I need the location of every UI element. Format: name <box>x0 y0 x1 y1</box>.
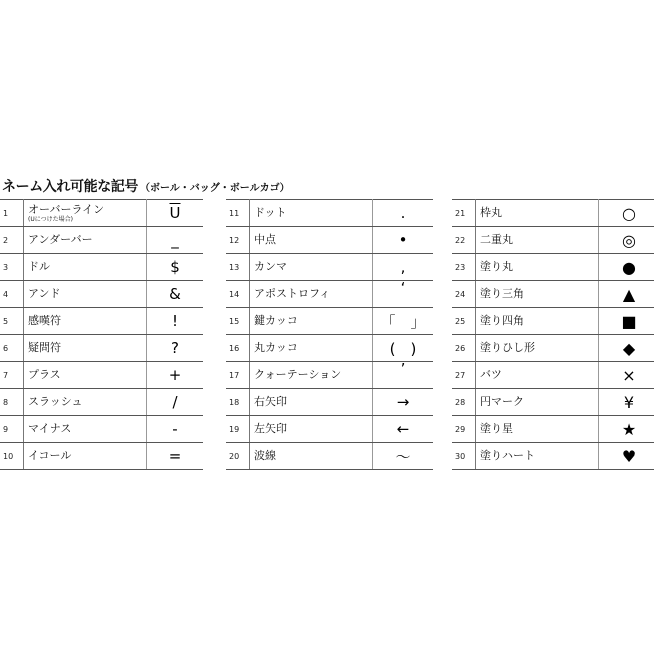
symbol-name: 波線 <box>250 443 373 470</box>
symbol-name: 鍵カッコ <box>250 308 373 335</box>
row-number: 18 <box>226 389 250 416</box>
symbol-glyph: ← <box>396 420 410 438</box>
row-number: 21 <box>452 200 476 227</box>
table-row <box>0 335 203 362</box>
symbol-glyph: • <box>398 231 408 249</box>
symbol-cell <box>599 227 654 254</box>
symbol-cell <box>599 254 654 281</box>
table-row <box>0 362 203 389</box>
symbol-cell <box>599 200 654 227</box>
row-number: 15 <box>226 308 250 335</box>
symbol-name: 塗りひし形 <box>476 335 599 362</box>
title-main: ネーム入れ可能な記号 <box>2 179 138 195</box>
symbol-name: 円マーク <box>476 389 599 416</box>
symbol-name: アンド <box>24 281 147 308</box>
table-row <box>452 362 654 389</box>
table-row <box>0 227 203 254</box>
symbol-cell <box>373 443 434 470</box>
row-number: 2 <box>0 227 24 254</box>
symbol-cell <box>599 389 654 416</box>
page-title <box>2 176 290 196</box>
row-number: 1 <box>0 200 24 227</box>
table-row <box>226 200 433 227</box>
symbol-cell <box>373 362 434 389</box>
row-number: 19 <box>226 416 250 443</box>
row-number: 23 <box>452 254 476 281</box>
table-row <box>452 281 654 308</box>
table-row <box>226 389 433 416</box>
symbol-cell <box>373 389 434 416</box>
symbol-glyph: 〜 <box>395 447 411 466</box>
symbol-cell <box>147 335 204 362</box>
symbol-name-text: オーバーライン <box>28 202 105 216</box>
symbol-glyph: ○ <box>622 203 636 223</box>
symbol-name: 塗り丸 <box>476 254 599 281</box>
row-number: 4 <box>0 281 24 308</box>
table-row <box>226 335 433 362</box>
symbol-cell <box>147 362 204 389</box>
row-number: 5 <box>0 308 24 335</box>
table-row <box>452 227 654 254</box>
symbol-glyph: , <box>400 258 406 276</box>
symbol-glyph: ¥ <box>623 392 635 412</box>
row-number: 17 <box>226 362 250 389</box>
symbol-name: バツ <box>476 362 599 389</box>
symbol-cell <box>599 308 654 335</box>
table-row <box>452 443 654 470</box>
symbol-name: アンダーバー <box>24 227 147 254</box>
row-number: 22 <box>452 227 476 254</box>
table-row <box>452 308 654 335</box>
symbol-name: 感嘆符 <box>24 308 147 335</box>
symbol-cell <box>599 443 654 470</box>
symbol-cell <box>373 416 434 443</box>
symbol-glyph: 「 」 <box>380 312 426 331</box>
symbol-glyph: → <box>396 393 410 411</box>
symbol-name: カンマ <box>250 254 373 281</box>
symbol-glyph: / <box>172 393 178 411</box>
symbol-glyph: = <box>168 447 182 465</box>
symbol-glyph: - <box>172 420 178 438</box>
row-number: 6 <box>0 335 24 362</box>
table-row <box>0 416 203 443</box>
row-number: 20 <box>226 443 250 470</box>
symbol-cell <box>599 416 654 443</box>
table-row <box>0 281 203 308</box>
symbol-glyph: $ <box>170 258 180 276</box>
symbol-table-2 <box>226 199 433 470</box>
symbol-glyph: ★ <box>621 419 637 439</box>
row-number: 28 <box>452 389 476 416</box>
symbol-glyph: ♥ <box>621 446 637 466</box>
table-row <box>452 200 654 227</box>
symbol-cell <box>147 227 204 254</box>
symbol-cell <box>147 308 204 335</box>
symbol-cell <box>147 443 204 470</box>
symbol-glyph: ◆ <box>622 338 636 358</box>
table-row <box>452 335 654 362</box>
row-number: 14 <box>226 281 250 308</box>
symbol-glyph: $\overline{U}$ <box>169 204 181 222</box>
table-row <box>0 308 203 335</box>
symbol-cell <box>373 200 434 227</box>
symbol-cell <box>373 254 434 281</box>
table-row <box>226 416 433 443</box>
symbol-name: ドル <box>24 254 147 281</box>
symbol-glyph: ’ <box>400 361 406 378</box>
symbol-table-3 <box>452 199 654 470</box>
table-row <box>452 389 654 416</box>
symbol-name: 二重丸 <box>476 227 599 254</box>
table-row <box>0 200 203 227</box>
symbol-cell <box>373 227 434 254</box>
symbol-name: 右矢印 <box>250 389 373 416</box>
symbol-name-note: (Uにつけた場合) <box>28 215 73 223</box>
symbol-cell <box>599 281 654 308</box>
symbol-cell <box>147 281 204 308</box>
symbol-glyph: _ <box>171 231 179 249</box>
symbol-glyph: ■ <box>621 311 637 331</box>
row-number: 24 <box>452 281 476 308</box>
table-row <box>452 416 654 443</box>
symbol-name: 丸カッコ <box>250 335 373 362</box>
table-row <box>226 362 433 389</box>
symbol-name: 疑問符 <box>24 335 147 362</box>
symbol-glyph: ( ) <box>389 339 417 358</box>
table-row <box>452 254 654 281</box>
table-row <box>226 227 433 254</box>
row-number: 11 <box>226 200 250 227</box>
table-row <box>0 254 203 281</box>
symbol-cell <box>147 416 204 443</box>
symbol-cell <box>147 254 204 281</box>
row-number: 26 <box>452 335 476 362</box>
row-number: 12 <box>226 227 250 254</box>
table-row <box>226 443 433 470</box>
row-number: 13 <box>226 254 250 281</box>
row-number: 29 <box>452 416 476 443</box>
row-number: 7 <box>0 362 24 389</box>
symbol-cell <box>147 200 204 227</box>
row-number: 30 <box>452 443 476 470</box>
symbol-glyph: ? <box>171 339 179 357</box>
symbol-cell <box>147 389 204 416</box>
symbol-name: マイナス <box>24 416 147 443</box>
table-row <box>226 281 433 308</box>
title-subtitle: （ボール・バッグ・ボールカゴ） <box>140 183 290 194</box>
symbol-glyph: . <box>400 204 406 222</box>
table-row <box>0 389 203 416</box>
row-number: 9 <box>0 416 24 443</box>
symbol-glyph: ▲ <box>622 284 636 304</box>
symbol-name: 中点 <box>250 227 373 254</box>
symbol-cell <box>599 362 654 389</box>
table-row <box>226 254 433 281</box>
symbol-name: 塗り三角 <box>476 281 599 308</box>
symbol-name: 左矢印 <box>250 416 373 443</box>
symbol-name: ドット <box>250 200 373 227</box>
symbol-name: イコール <box>24 443 147 470</box>
symbol-name: アポストロフィ <box>250 281 373 308</box>
row-number: 3 <box>0 254 24 281</box>
symbol-name: 塗り四角 <box>476 308 599 335</box>
symbol-glyph: × <box>622 365 636 385</box>
symbol-table-1 <box>0 199 203 470</box>
symbol-name: クォーテーション <box>250 362 373 389</box>
table-row <box>0 443 203 470</box>
symbol-cell <box>373 308 434 335</box>
symbol-cell <box>373 281 434 308</box>
table-row <box>226 308 433 335</box>
symbol-glyph: + <box>168 366 182 384</box>
symbol-glyph: ‘ <box>400 280 406 297</box>
symbol-name: 塗りハート <box>476 443 599 470</box>
symbol-glyph: ! <box>171 312 178 330</box>
symbol-glyph: ● <box>622 257 636 277</box>
symbol-name: 塗り星 <box>476 416 599 443</box>
row-number: 25 <box>452 308 476 335</box>
symbol-name: プラス <box>24 362 147 389</box>
row-number: 8 <box>0 389 24 416</box>
symbol-glyph: ◎ <box>622 230 636 250</box>
row-number: 27 <box>452 362 476 389</box>
symbol-name: 枠丸 <box>476 200 599 227</box>
symbol-name <box>24 200 147 227</box>
symbol-glyph: & <box>169 285 181 303</box>
symbol-name: スラッシュ <box>24 389 147 416</box>
symbol-cell <box>373 335 434 362</box>
symbol-cell <box>599 335 654 362</box>
row-number: 16 <box>226 335 250 362</box>
row-number: 10 <box>0 443 24 470</box>
